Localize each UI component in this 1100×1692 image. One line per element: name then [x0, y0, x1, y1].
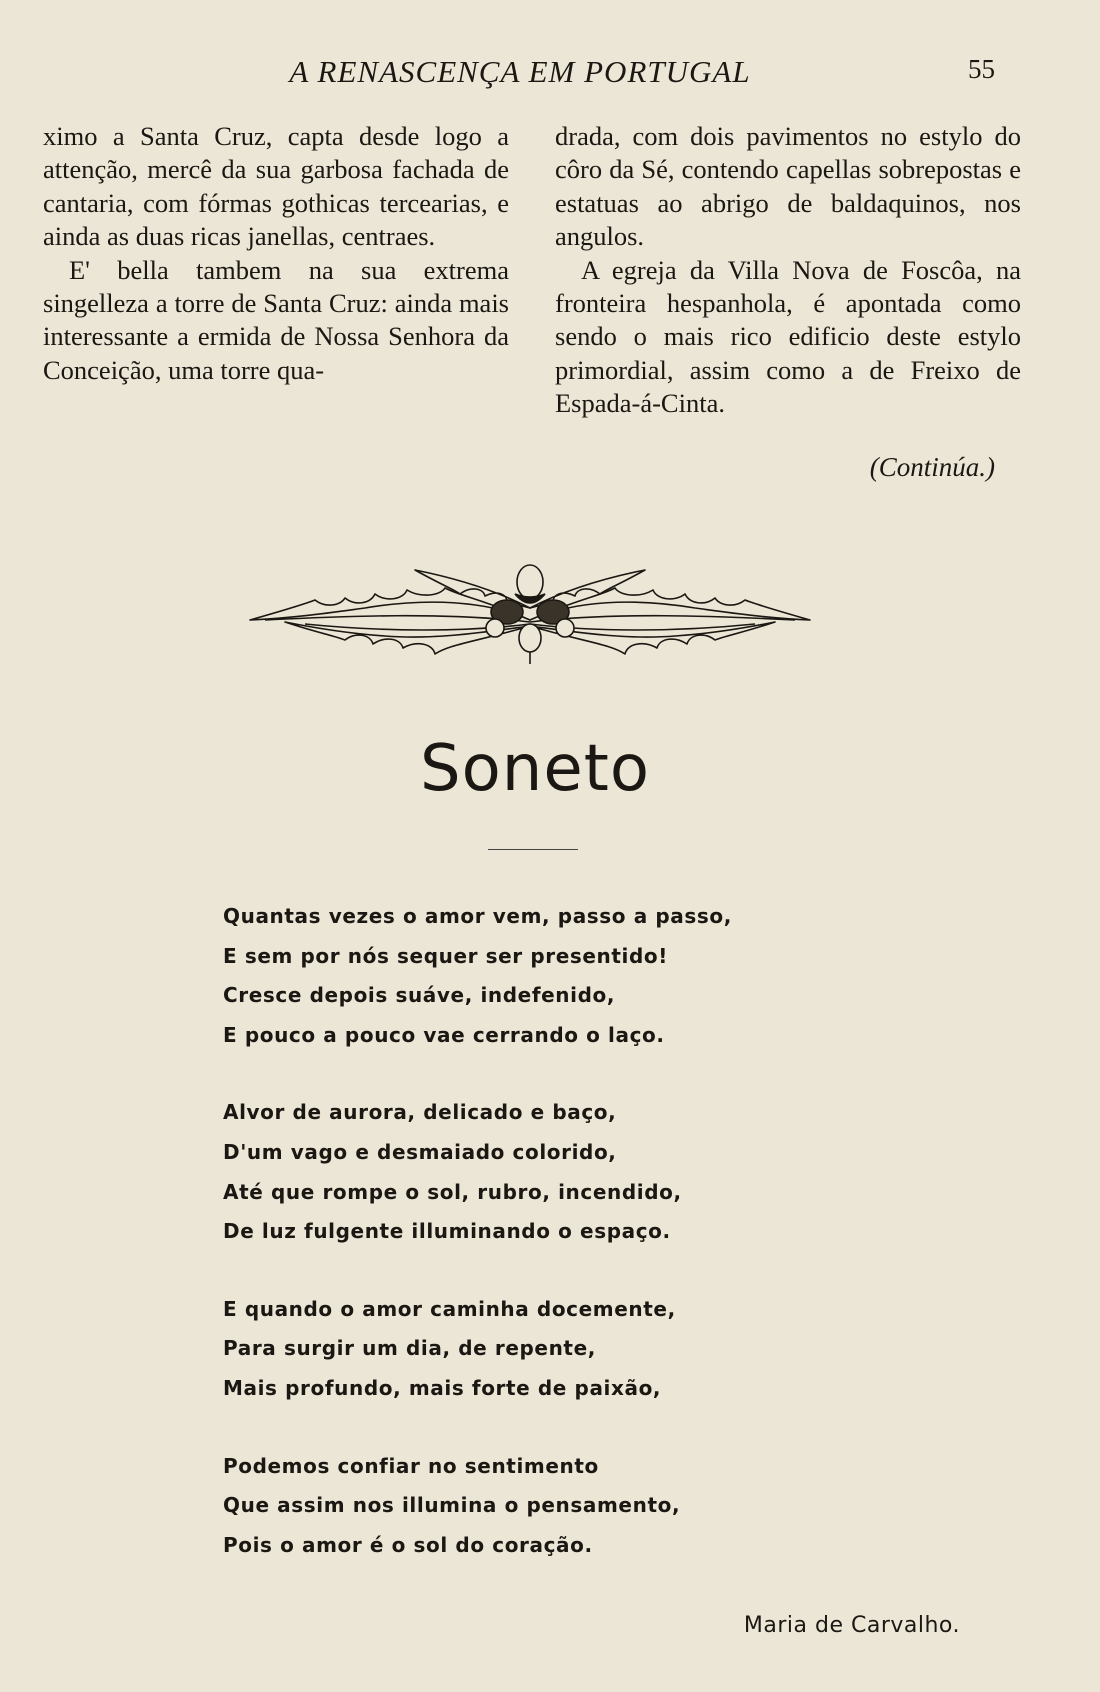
poem-line: D'um vago e desmaiado colorido, — [223, 1139, 617, 1164]
page-number: 55 — [968, 54, 995, 84]
continued-note: (Continúa.) — [869, 452, 995, 482]
poem-line: Que assim nos illumina o pensamento, — [223, 1493, 681, 1518]
poem-body — [223, 897, 923, 1603]
stanza — [223, 1290, 923, 1409]
poem-line: E pouco a pouco vae cerrando o laço. — [223, 1022, 665, 1047]
poem-title: Soneto — [420, 732, 650, 806]
poem-line: Cresce depois suáve, indefenido, — [223, 983, 616, 1008]
stanza — [223, 1093, 923, 1251]
poem-line: Pois o amor é o sol do coração. — [223, 1532, 593, 1557]
paragraph: E' bella tambem na sua extrema singelleza a torre de Santa Cruz: ainda mais interessante a ermida de Nossa Senhora da Conceição, uma torre qua- — [43, 254, 509, 385]
poem-line: Podemos confiar no sentimento — [223, 1453, 599, 1478]
poem-line: Mais profundo, mais forte de paixão, — [223, 1375, 662, 1400]
poem-line: Para surgir um dia, de repente, — [223, 1336, 596, 1361]
poem-line: E sem por nós sequer ser presentido! — [223, 943, 668, 968]
text-column-right — [555, 120, 1021, 421]
title-divider — [488, 849, 578, 850]
poem-line: E quando o amor caminha docemente, — [223, 1296, 676, 1321]
paragraph: A egreja da Villa Nova de Foscôa, na fronteira hespanhola, é apontada como sendo o mais rico edificio deste estylo primordial, assim como a de Freixo de Espada-á-Cinta. — [555, 254, 1021, 419]
paragraph: ximo a Santa Cruz, capta desde logo a attenção, mercê da sua garbosa fachada de cantaria, com fórmas gothicas tercearias, e ainda as duas ricas janellas, centraes. — [43, 121, 509, 252]
poem-line: Quantas vezes o amor vem, passo a passo, — [223, 904, 732, 928]
acorn-oak-leaf-ornament-icon — [245, 560, 815, 670]
poem-line: Até que rompe o sol, rubro, incendido, — [223, 1179, 682, 1204]
stanza — [223, 897, 923, 1055]
running-title: A RENASCENÇA EM PORTUGAL — [289, 54, 751, 89]
stanza — [223, 1447, 923, 1566]
poem-author: Maria de Carvalho. — [743, 1613, 960, 1638]
paragraph: drada, com dois pavimentos no estylo do côro da Sé, contendo capellas sobrepostas e estatuas ao abrigo de baldaquinos, nos angulos. — [555, 121, 1021, 252]
poem-line: De luz fulgente illuminando o espaço. — [223, 1219, 671, 1244]
poem-line: Alvor de aurora, delicado e baço, — [223, 1100, 617, 1125]
page-header — [45, 54, 995, 94]
text-column-left — [43, 120, 509, 387]
